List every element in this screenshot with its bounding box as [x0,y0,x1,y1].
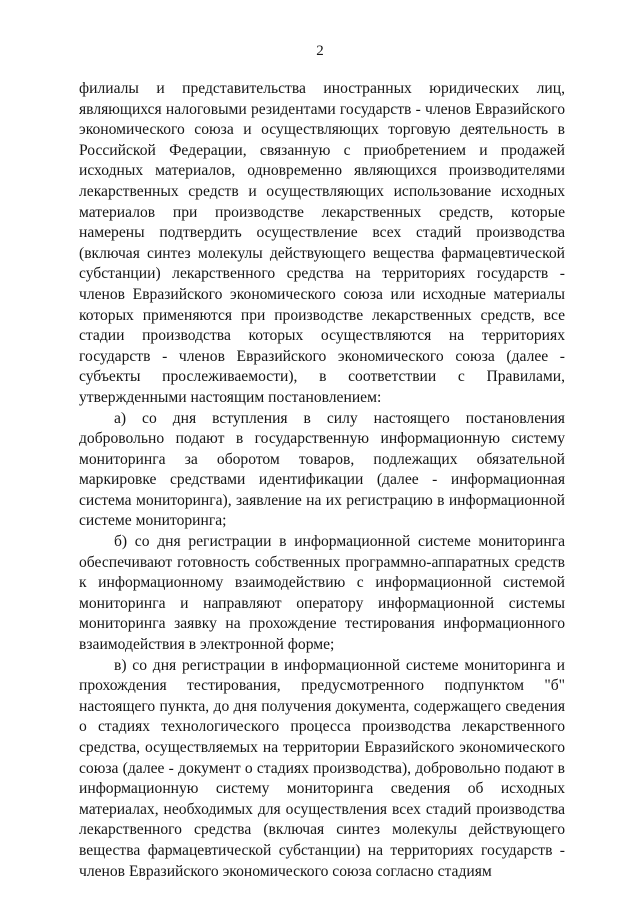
paragraph-item-b: б) со дня регистрации в информационной системе мониторинга обеспечивают готовность собственных программно-аппаратных средств к информационному взаимодействию с информационной системой мониторинга и направляют оператору информационной системы мониторинга заявку на прохождение тестирования информационного взаимодействия в электронной форме; [79,533,565,654]
paragraph-item-a: а) со дня вступления в силу настоящего постановления добровольно подают в государственную информационную систему мониторинга за оборотом товаров, подлежащих обязательной маркировке средствами идентификации (далее - информационная система мониторинга), заявление на их регистрацию в информационной системе мониторинга; [79,409,565,530]
paragraph-item-v: в) со дня регистрации в информационной системе мониторинга и прохождения тестирования, предусмотренного подпунктом "б" настоящего пункта, до дня получения документа, содержащего сведения о стадиях технологического процесса производства лекарственного средства, осуществляемых на территории Евразийского экономического союза (далее - документ о стадиях производства), добровольно подают в информационную систему мониторинга сведения об исходных материалах, необходимых для осуществления всех стадий производства лекарственного средства (включая синтез молекулы действующего вещества фармацевтической субстанции) на территориях государств - членов Евразийского экономического союза согласно стадиям [79,656,565,880]
page-number: 2 [316,43,324,59]
paragraph-intro: филиалы и представительства иностранных юридических лиц, являющихся налоговыми резидентами государств - членов Евразийского экономического союза и осуществляющих торговую деятельность в Российской Федерации, связанную с приобретением и продажей исходных материалов, одновременно являющихся производителями лекарственных средств и осуществляющих использование исходных материалов при производстве лекарственных средств, которые намерены подтвердить осуществление всех стадий производства (включая синтез молекулы действующего вещества фармацевтической субстанции) лекарственного средства на территориях государств - членов Евразийского экономического союза или исходные материалы которых применяются при производстве лекарственных средств, все стадии производства которых осуществляются на территориях государств - членов Евразийского экономического союза (далее - субъекты прослеживаемости), в соответствии с Правилами, утвержденными настоящим постановлением: [79,80,565,406]
document-body [79,79,565,882]
